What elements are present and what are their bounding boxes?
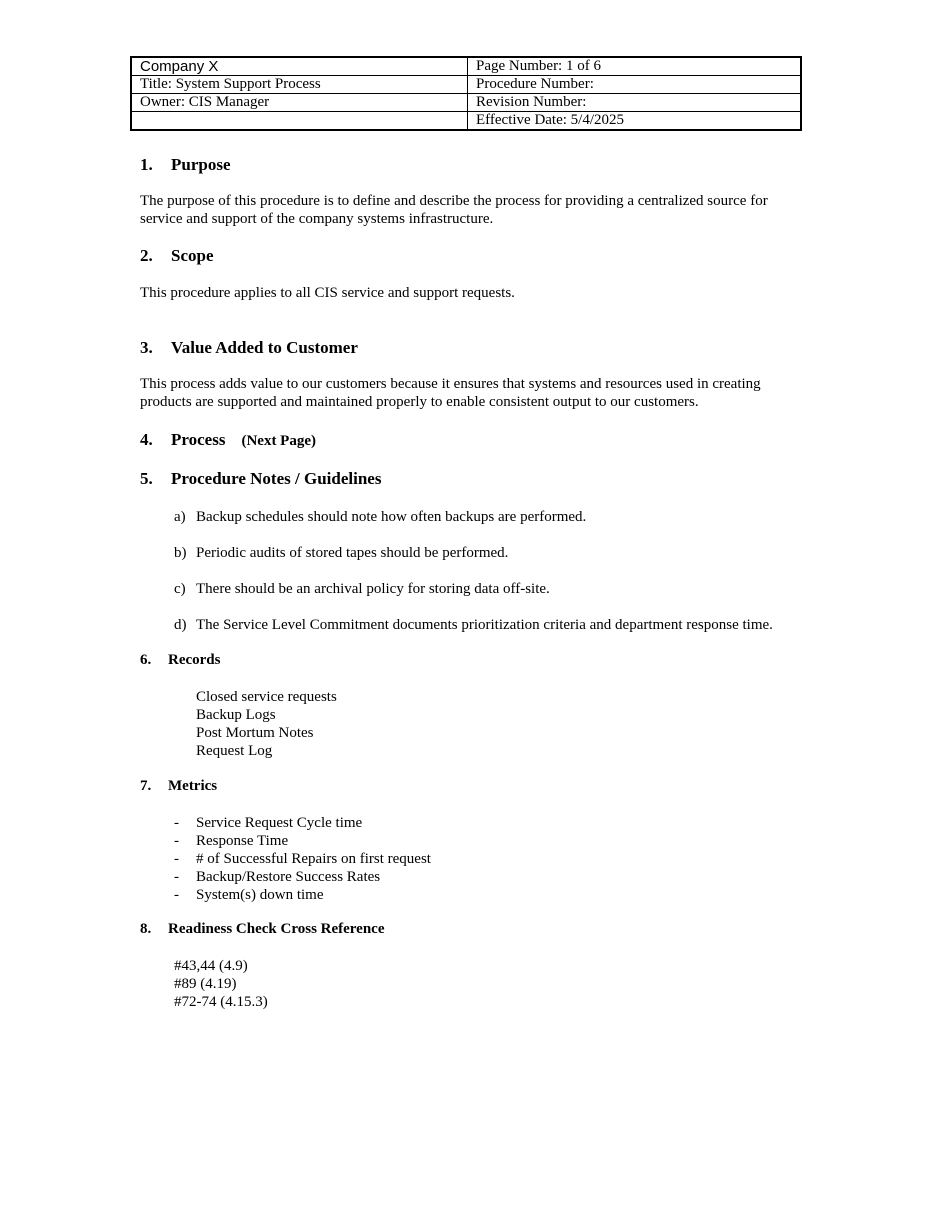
header-table	[130, 56, 802, 131]
list-marker: a)	[174, 509, 186, 525]
metric-text: Service Request Cycle time	[196, 815, 363, 831]
section-title: Metrics	[168, 778, 218, 794]
section-heading-purpose	[140, 155, 231, 175]
list-marker: d)	[174, 617, 187, 633]
dash-bullet: -	[174, 851, 179, 867]
metric-text: System(s) down time	[196, 887, 324, 903]
metric-item	[174, 886, 324, 904]
header-row	[131, 94, 801, 112]
section-number: 8.	[140, 921, 152, 937]
section-title: Procedure Notes / Guidelines	[171, 469, 382, 488]
list-marker: b)	[174, 545, 187, 561]
reference-item: #43,44 (4.9)	[174, 958, 248, 974]
reference-item: #72-74 (4.15.3)	[174, 994, 268, 1010]
list-item-text: Backup schedules should note how often backups are performed.	[196, 509, 587, 525]
section-heading-value	[140, 338, 358, 358]
page-number: Page Number: 1 of 6	[468, 57, 802, 76]
purpose-paragraph: The purpose of this procedure is to define and describe the process for providing a centralized source for service and support of the company systems infrastructure.	[140, 193, 768, 227]
section-number: 3.	[140, 338, 153, 357]
metric-item	[174, 850, 431, 868]
effective-date: Effective Date: 5/4/2025	[468, 112, 802, 131]
company-name: Company X	[131, 57, 468, 76]
procedure-number: Procedure Number:	[468, 76, 802, 94]
list-item	[174, 580, 550, 598]
section-number: 5.	[140, 469, 153, 488]
dash-bullet: -	[174, 815, 179, 831]
list-item-text: The Service Level Commitment documents prioritization criteria and department response time.	[196, 617, 773, 633]
document-title: Title: System Support Process	[131, 76, 468, 94]
list-item-text: There should be an archival policy for storing data off-site.	[196, 581, 550, 597]
list-item	[174, 544, 508, 562]
metric-text: # of Successful Repairs on first request	[196, 851, 431, 867]
document-owner: Owner: CIS Manager	[131, 94, 468, 112]
empty-cell	[131, 112, 468, 131]
section-number: 1.	[140, 155, 153, 174]
record-item: Closed service requests	[196, 689, 337, 705]
section-title: Value Added to Customer	[171, 338, 358, 357]
section-heading-records	[140, 652, 221, 669]
section-title: Scope	[171, 246, 214, 265]
section-title: Process	[171, 430, 226, 449]
section-heading-notes	[140, 469, 381, 489]
section-heading-metrics	[140, 778, 217, 795]
section-heading-process	[140, 430, 316, 450]
reference-item: #89 (4.19)	[174, 976, 237, 992]
metric-text: Backup/Restore Success Rates	[196, 869, 381, 885]
dash-bullet: -	[174, 833, 179, 849]
metric-item	[174, 868, 380, 886]
metric-item	[174, 814, 362, 832]
value-paragraph: This process adds value to our customers because it ensures that systems and resources used in creating products are supported and maintained properly to enable consistent output to our customers.	[140, 376, 761, 410]
record-item: Post Mortum Notes	[196, 725, 314, 741]
section-number: 7.	[140, 778, 152, 794]
list-item	[174, 616, 773, 634]
header-row	[131, 76, 801, 94]
section-heading-readiness	[140, 921, 385, 938]
section-number: 2.	[140, 246, 153, 265]
revision-number: Revision Number:	[468, 94, 802, 112]
section-title: Purpose	[171, 155, 231, 174]
section-title: Readiness Check Cross Reference	[168, 921, 385, 937]
list-marker: c)	[174, 581, 186, 597]
dash-bullet: -	[174, 869, 179, 885]
dash-bullet: -	[174, 887, 179, 903]
section-number: 6.	[140, 652, 152, 668]
metric-text: Response Time	[196, 833, 289, 849]
list-item-text: Periodic audits of stored tapes should be performed.	[196, 545, 509, 561]
metric-item	[174, 832, 288, 850]
section-number: 4.	[140, 430, 153, 449]
record-item: Request Log	[196, 743, 273, 759]
next-page-note: (Next Page)	[241, 433, 316, 449]
record-item: Backup Logs	[196, 707, 276, 723]
scope-paragraph: This procedure applies to all CIS service and support requests.	[140, 285, 515, 301]
section-heading-scope	[140, 246, 214, 266]
header-row	[131, 112, 801, 131]
header-row	[131, 57, 801, 76]
section-title: Records	[168, 652, 221, 668]
list-item	[174, 508, 586, 526]
